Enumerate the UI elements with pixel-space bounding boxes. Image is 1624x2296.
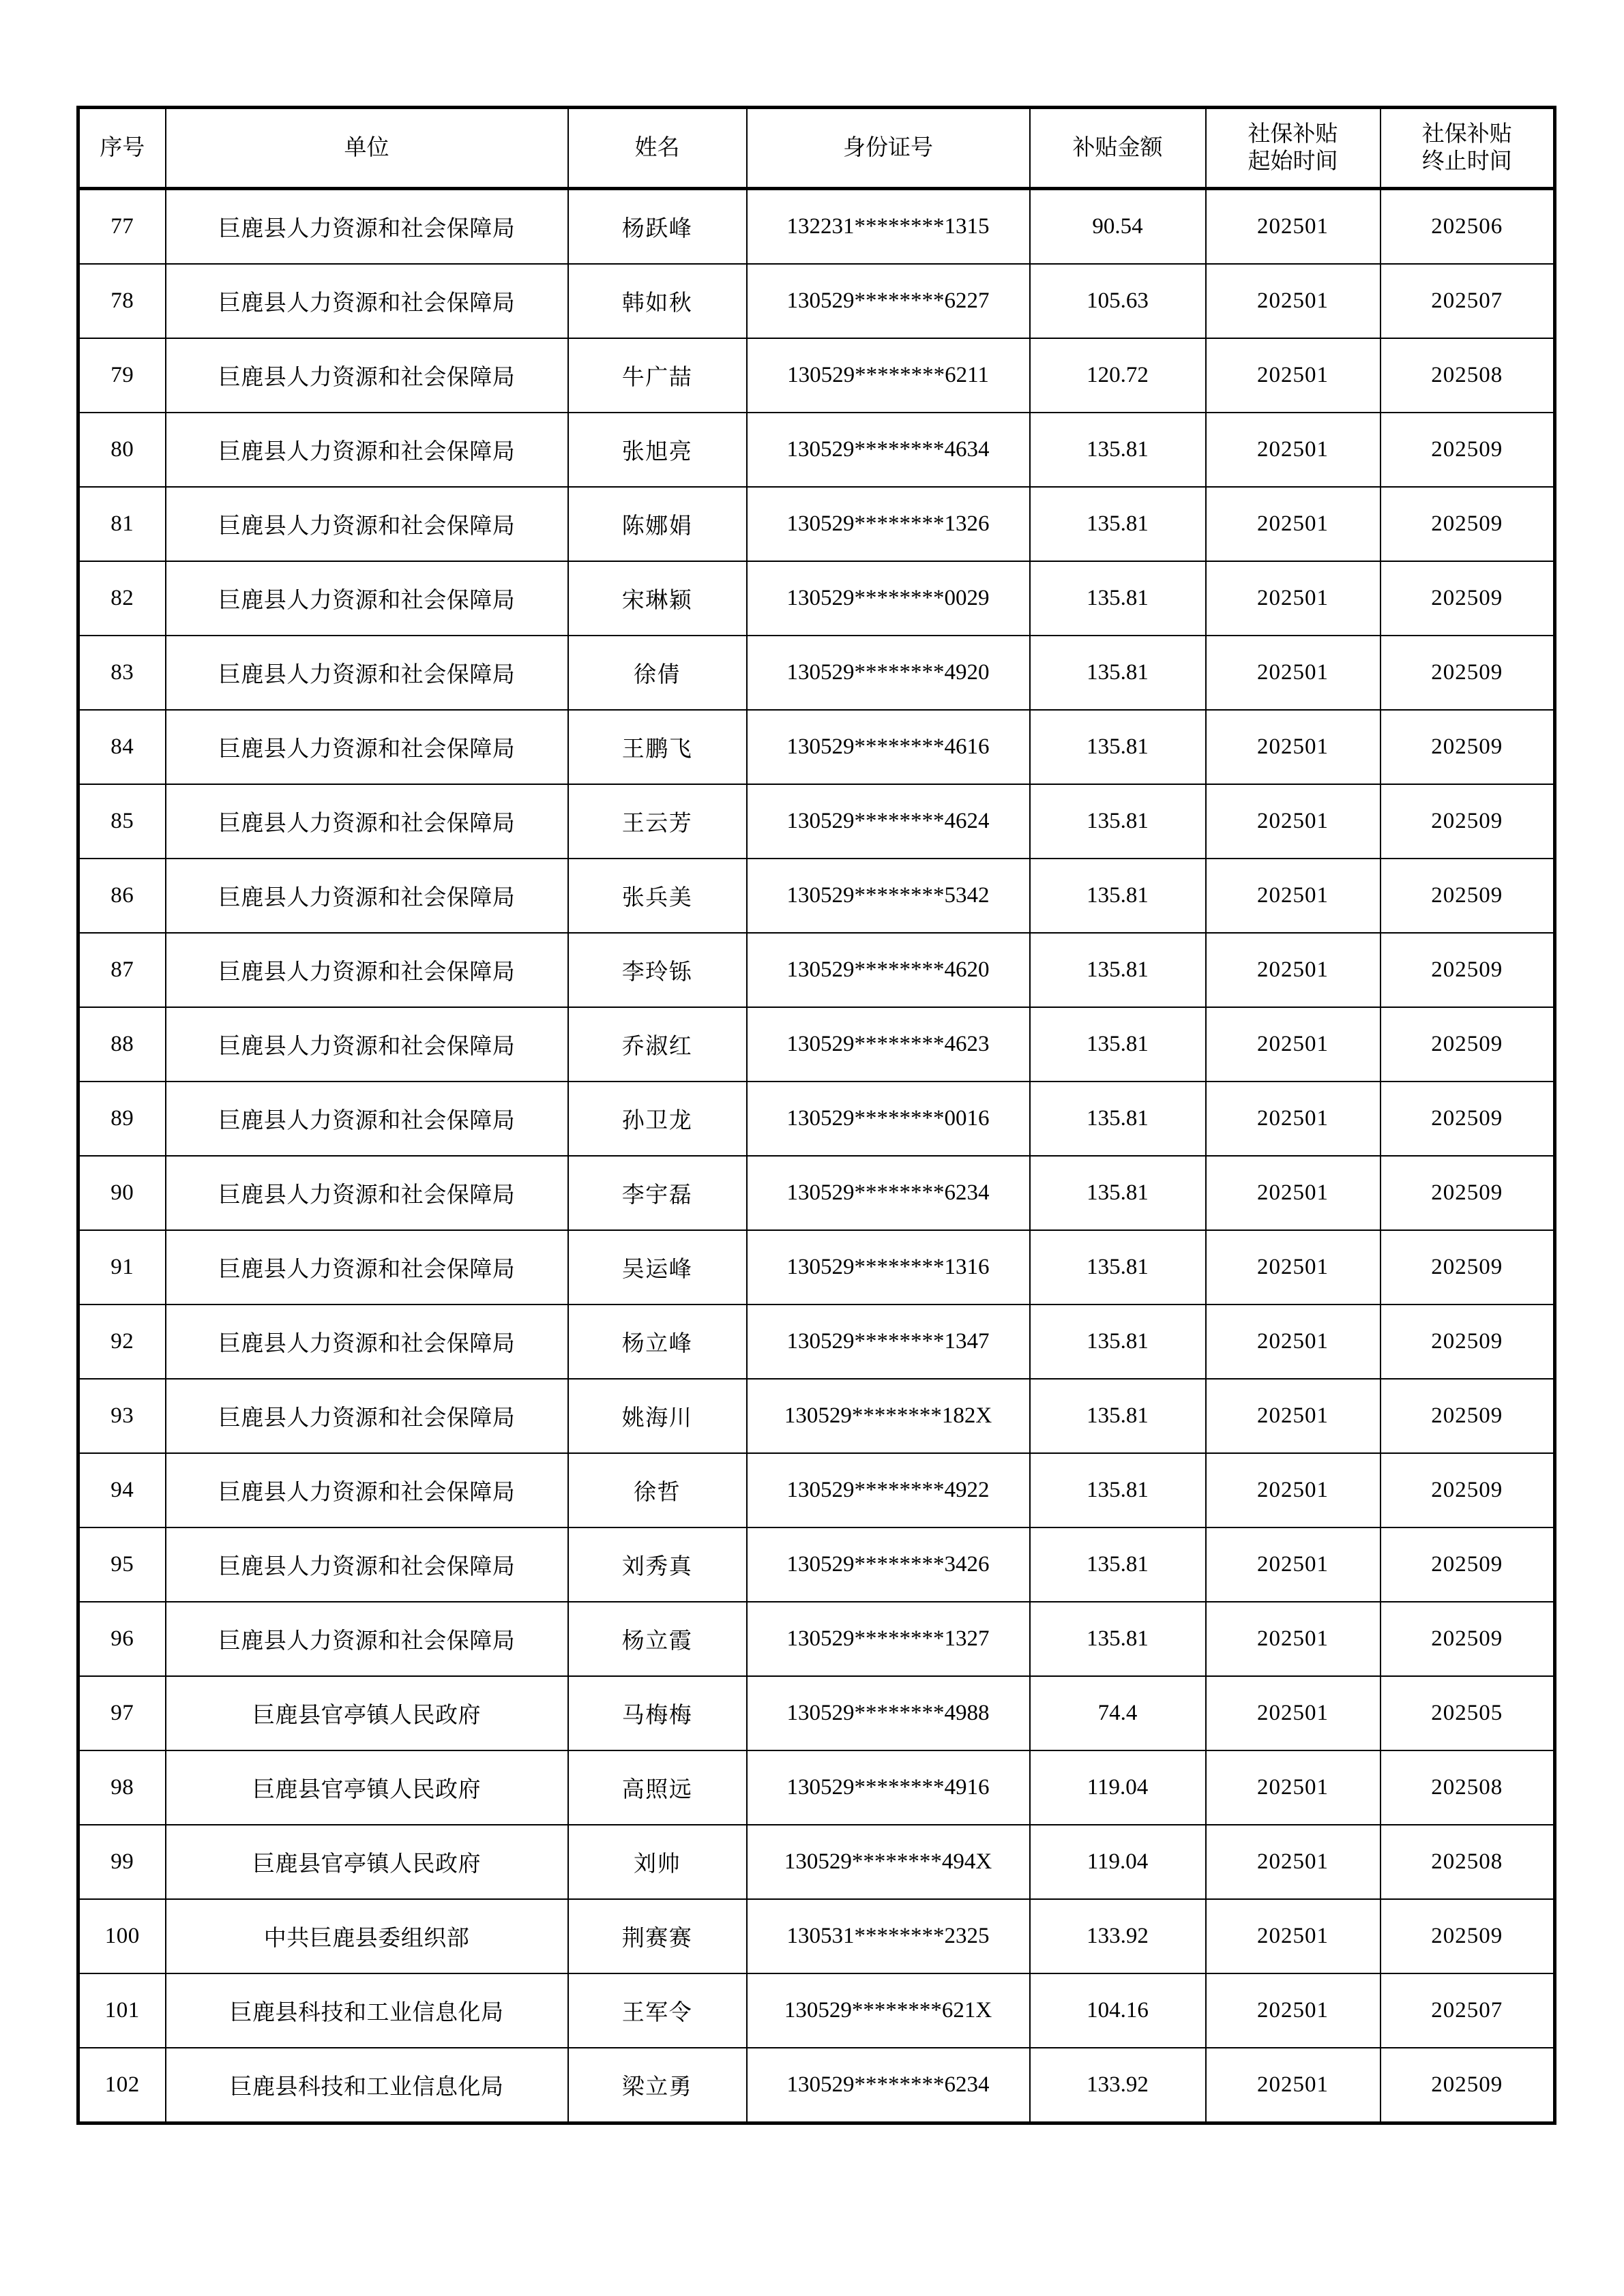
cell-end: 202509 <box>1381 487 1555 561</box>
table-row <box>78 189 1555 265</box>
cell-amount: 135.81 <box>1030 413 1206 487</box>
cell-unit: 巨鹿县人力资源和社会保障局 <box>166 413 568 487</box>
column-header-amount <box>1030 108 1206 189</box>
column-header-line: 社保补贴 <box>1421 121 1512 147</box>
column-header-end <box>1381 108 1555 189</box>
cell-unit: 巨鹿县人力资源和社会保障局 <box>166 1230 568 1304</box>
table-row <box>78 1825 1555 1899</box>
cell-end: 202509 <box>1381 413 1555 487</box>
cell-unit: 巨鹿县人力资源和社会保障局 <box>166 1379 568 1453</box>
cell-name: 乔淑红 <box>568 1007 747 1082</box>
cell-seq: 94 <box>78 1453 166 1527</box>
cell-unit: 中共巨鹿县委组织部 <box>166 1899 568 1973</box>
cell-start: 202501 <box>1206 1453 1381 1527</box>
cell-seq: 89 <box>78 1082 166 1156</box>
cell-seq: 102 <box>78 2048 166 2123</box>
table-row <box>78 710 1555 784</box>
table-row <box>78 933 1555 1007</box>
cell-end: 202509 <box>1381 1082 1555 1156</box>
cell-seq: 78 <box>78 264 166 338</box>
cell-seq: 83 <box>78 636 166 710</box>
cell-end: 202509 <box>1381 1453 1555 1527</box>
cell-id: 130529********6227 <box>747 264 1030 338</box>
cell-name: 陈娜娟 <box>568 487 747 561</box>
cell-start: 202501 <box>1206 2048 1381 2123</box>
cell-unit: 巨鹿县人力资源和社会保障局 <box>166 710 568 784</box>
cell-seq: 90 <box>78 1156 166 1230</box>
cell-seq: 98 <box>78 1750 166 1825</box>
cell-amount: 119.04 <box>1030 1750 1206 1825</box>
cell-id: 130529********6234 <box>747 2048 1030 2123</box>
cell-seq: 82 <box>78 561 166 636</box>
cell-id: 130529********5342 <box>747 859 1030 933</box>
cell-seq: 92 <box>78 1304 166 1379</box>
table-row <box>78 1602 1555 1676</box>
cell-amount: 135.81 <box>1030 487 1206 561</box>
cell-name: 王军令 <box>568 1973 747 2048</box>
cell-start: 202501 <box>1206 561 1381 636</box>
cell-id: 130529********4624 <box>747 784 1030 859</box>
table-row <box>78 1750 1555 1825</box>
cell-name: 杨立峰 <box>568 1304 747 1379</box>
cell-name: 王云芳 <box>568 784 747 859</box>
cell-end: 202508 <box>1381 1750 1555 1825</box>
cell-name: 孙卫龙 <box>568 1082 747 1156</box>
cell-seq: 95 <box>78 1527 166 1602</box>
cell-unit: 巨鹿县人力资源和社会保障局 <box>166 1453 568 1527</box>
table-row <box>78 264 1555 338</box>
table-row <box>78 1899 1555 1973</box>
table-row <box>78 561 1555 636</box>
table-row <box>78 1230 1555 1304</box>
cell-end: 202509 <box>1381 1156 1555 1230</box>
table-row <box>78 487 1555 561</box>
cell-id: 130529********1316 <box>747 1230 1030 1304</box>
cell-id: 130529********1327 <box>747 1602 1030 1676</box>
cell-name: 刘帅 <box>568 1825 747 1899</box>
table-row <box>78 1676 1555 1750</box>
cell-id: 130529********4623 <box>747 1007 1030 1082</box>
cell-name: 刘秀真 <box>568 1527 747 1602</box>
cell-amount: 119.04 <box>1030 1825 1206 1899</box>
cell-id: 130529********3426 <box>747 1527 1030 1602</box>
cell-end: 202508 <box>1381 338 1555 413</box>
cell-start: 202501 <box>1206 1899 1381 1973</box>
cell-id: 130529********494X <box>747 1825 1030 1899</box>
cell-seq: 85 <box>78 784 166 859</box>
cell-name: 荆赛赛 <box>568 1899 747 1973</box>
cell-name: 张兵美 <box>568 859 747 933</box>
cell-id: 130529********1326 <box>747 487 1030 561</box>
cell-unit: 巨鹿县人力资源和社会保障局 <box>166 636 568 710</box>
cell-end: 202509 <box>1381 1899 1555 1973</box>
cell-id: 130529********6211 <box>747 338 1030 413</box>
social-insurance-subsidy-table <box>76 106 1556 2125</box>
cell-amount: 135.81 <box>1030 1304 1206 1379</box>
cell-end: 202506 <box>1381 189 1555 265</box>
cell-amount: 135.81 <box>1030 933 1206 1007</box>
cell-amount: 135.81 <box>1030 561 1206 636</box>
cell-end: 202509 <box>1381 784 1555 859</box>
column-header-line: 补贴金额 <box>1072 135 1163 160</box>
cell-name: 李玲铄 <box>568 933 747 1007</box>
cell-unit: 巨鹿县官亭镇人民政府 <box>166 1825 568 1899</box>
cell-start: 202501 <box>1206 859 1381 933</box>
cell-id: 130529********0016 <box>747 1082 1030 1156</box>
cell-id: 130529********4922 <box>747 1453 1030 1527</box>
cell-start: 202501 <box>1206 189 1381 265</box>
cell-start: 202501 <box>1206 1527 1381 1602</box>
cell-seq: 93 <box>78 1379 166 1453</box>
cell-end: 202507 <box>1381 1973 1555 2048</box>
cell-start: 202501 <box>1206 1973 1381 2048</box>
cell-amount: 135.81 <box>1030 784 1206 859</box>
column-header-line: 起始时间 <box>1247 149 1338 174</box>
cell-unit: 巨鹿县人力资源和社会保障局 <box>166 933 568 1007</box>
cell-name: 姚海川 <box>568 1379 747 1453</box>
cell-name: 徐倩 <box>568 636 747 710</box>
cell-amount: 135.81 <box>1030 710 1206 784</box>
table-row <box>78 1527 1555 1602</box>
cell-seq: 91 <box>78 1230 166 1304</box>
cell-end: 202505 <box>1381 1676 1555 1750</box>
column-header-id <box>747 108 1030 189</box>
cell-unit: 巨鹿县人力资源和社会保障局 <box>166 784 568 859</box>
cell-unit: 巨鹿县人力资源和社会保障局 <box>166 189 568 265</box>
table-row <box>78 1973 1555 2048</box>
cell-seq: 99 <box>78 1825 166 1899</box>
cell-seq: 84 <box>78 710 166 784</box>
column-header-name <box>568 108 747 189</box>
cell-id: 130529********4634 <box>747 413 1030 487</box>
cell-amount: 135.81 <box>1030 1156 1206 1230</box>
cell-name: 杨跃峰 <box>568 189 747 265</box>
table-row <box>78 1007 1555 1082</box>
cell-unit: 巨鹿县人力资源和社会保障局 <box>166 1156 568 1230</box>
cell-start: 202501 <box>1206 784 1381 859</box>
column-header-line: 姓名 <box>634 135 680 160</box>
cell-name: 宋琳颖 <box>568 561 747 636</box>
table-header <box>78 108 1555 189</box>
cell-start: 202501 <box>1206 1602 1381 1676</box>
cell-unit: 巨鹿县人力资源和社会保障局 <box>166 859 568 933</box>
cell-seq: 80 <box>78 413 166 487</box>
cell-end: 202509 <box>1381 636 1555 710</box>
cell-start: 202501 <box>1206 710 1381 784</box>
cell-end: 202509 <box>1381 859 1555 933</box>
cell-start: 202501 <box>1206 1007 1381 1082</box>
cell-name: 王鹏飞 <box>568 710 747 784</box>
cell-amount: 135.81 <box>1030 636 1206 710</box>
cell-amount: 135.81 <box>1030 1379 1206 1453</box>
column-header-line: 序号 <box>100 135 145 160</box>
cell-name: 马梅梅 <box>568 1676 747 1750</box>
column-header-seq <box>78 108 166 189</box>
cell-id: 130529********4620 <box>747 933 1030 1007</box>
cell-amount: 135.81 <box>1030 1453 1206 1527</box>
cell-amount: 105.63 <box>1030 264 1206 338</box>
cell-seq: 77 <box>78 189 166 265</box>
cell-name: 韩如秋 <box>568 264 747 338</box>
cell-unit: 巨鹿县官亭镇人民政府 <box>166 1676 568 1750</box>
cell-start: 202501 <box>1206 338 1381 413</box>
cell-end: 202509 <box>1381 561 1555 636</box>
cell-name: 高照远 <box>568 1750 747 1825</box>
cell-id: 130529********0029 <box>747 561 1030 636</box>
cell-name: 梁立勇 <box>568 2048 747 2123</box>
cell-amount: 120.72 <box>1030 338 1206 413</box>
cell-end: 202509 <box>1381 1379 1555 1453</box>
cell-end: 202509 <box>1381 1527 1555 1602</box>
cell-amount: 135.81 <box>1030 1082 1206 1156</box>
cell-seq: 97 <box>78 1676 166 1750</box>
cell-id: 132231********1315 <box>747 189 1030 265</box>
cell-seq: 86 <box>78 859 166 933</box>
cell-amount: 74.4 <box>1030 1676 1206 1750</box>
column-header-start <box>1206 108 1381 189</box>
cell-amount: 104.16 <box>1030 1973 1206 2048</box>
cell-unit: 巨鹿县人力资源和社会保障局 <box>166 1304 568 1379</box>
cell-id: 130529********1347 <box>747 1304 1030 1379</box>
cell-start: 202501 <box>1206 1304 1381 1379</box>
cell-unit: 巨鹿县人力资源和社会保障局 <box>166 561 568 636</box>
cell-start: 202501 <box>1206 1230 1381 1304</box>
cell-name: 张旭亮 <box>568 413 747 487</box>
cell-id: 130529********6234 <box>747 1156 1030 1230</box>
cell-amount: 133.92 <box>1030 2048 1206 2123</box>
cell-start: 202501 <box>1206 264 1381 338</box>
column-header-unit <box>166 108 568 189</box>
cell-end: 202509 <box>1381 933 1555 1007</box>
cell-unit: 巨鹿县人力资源和社会保障局 <box>166 338 568 413</box>
cell-id: 130531********2325 <box>747 1899 1030 1973</box>
cell-end: 202509 <box>1381 1007 1555 1082</box>
table-row <box>78 1082 1555 1156</box>
cell-seq: 100 <box>78 1899 166 1973</box>
cell-id: 130529********4616 <box>747 710 1030 784</box>
table-row <box>78 1453 1555 1527</box>
cell-seq: 101 <box>78 1973 166 2048</box>
cell-end: 202509 <box>1381 1602 1555 1676</box>
cell-unit: 巨鹿县人力资源和社会保障局 <box>166 1527 568 1602</box>
cell-seq: 81 <box>78 487 166 561</box>
cell-end: 202509 <box>1381 1230 1555 1304</box>
cell-unit: 巨鹿县科技和工业信息化局 <box>166 2048 568 2123</box>
cell-amount: 135.81 <box>1030 1602 1206 1676</box>
cell-end: 202509 <box>1381 710 1555 784</box>
cell-id: 130529********4916 <box>747 1750 1030 1825</box>
cell-end: 202509 <box>1381 1304 1555 1379</box>
table-row <box>78 636 1555 710</box>
cell-unit: 巨鹿县官亭镇人民政府 <box>166 1750 568 1825</box>
cell-amount: 135.81 <box>1030 1007 1206 1082</box>
cell-amount: 135.81 <box>1030 1527 1206 1602</box>
cell-id: 130529********182X <box>747 1379 1030 1453</box>
column-header-line: 身份证号 <box>843 135 933 160</box>
column-header-line: 单位 <box>344 135 389 160</box>
column-header-line: 社保补贴 <box>1247 121 1338 147</box>
cell-start: 202501 <box>1206 636 1381 710</box>
column-header-line: 终止时间 <box>1421 149 1512 174</box>
table-header-row <box>78 108 1555 189</box>
table-body <box>78 189 1555 2123</box>
cell-amount: 135.81 <box>1030 859 1206 933</box>
cell-id: 130529********4920 <box>747 636 1030 710</box>
cell-start: 202501 <box>1206 1676 1381 1750</box>
cell-end: 202509 <box>1381 2048 1555 2123</box>
cell-start: 202501 <box>1206 1082 1381 1156</box>
cell-unit: 巨鹿县人力资源和社会保障局 <box>166 1082 568 1156</box>
cell-name: 吴运峰 <box>568 1230 747 1304</box>
cell-id: 130529********4988 <box>747 1676 1030 1750</box>
cell-name: 杨立霞 <box>568 1602 747 1676</box>
cell-seq: 87 <box>78 933 166 1007</box>
table-row <box>78 859 1555 933</box>
cell-amount: 90.54 <box>1030 189 1206 265</box>
cell-seq: 79 <box>78 338 166 413</box>
table-row <box>78 1156 1555 1230</box>
table-row <box>78 338 1555 413</box>
cell-unit: 巨鹿县人力资源和社会保障局 <box>166 487 568 561</box>
cell-name: 牛广喆 <box>568 338 747 413</box>
table-row <box>78 784 1555 859</box>
cell-start: 202501 <box>1206 933 1381 1007</box>
cell-name: 徐哲 <box>568 1453 747 1527</box>
table-row <box>78 2048 1555 2123</box>
cell-end: 202507 <box>1381 264 1555 338</box>
table-row <box>78 1379 1555 1453</box>
cell-seq: 96 <box>78 1602 166 1676</box>
cell-start: 202501 <box>1206 413 1381 487</box>
cell-end: 202508 <box>1381 1825 1555 1899</box>
cell-start: 202501 <box>1206 1156 1381 1230</box>
cell-unit: 巨鹿县人力资源和社会保障局 <box>166 264 568 338</box>
cell-start: 202501 <box>1206 487 1381 561</box>
cell-start: 202501 <box>1206 1750 1381 1825</box>
cell-start: 202501 <box>1206 1379 1381 1453</box>
table-row <box>78 1304 1555 1379</box>
cell-amount: 135.81 <box>1030 1230 1206 1304</box>
cell-id: 130529********621X <box>747 1973 1030 2048</box>
cell-unit: 巨鹿县人力资源和社会保障局 <box>166 1602 568 1676</box>
cell-amount: 133.92 <box>1030 1899 1206 1973</box>
cell-unit: 巨鹿县科技和工业信息化局 <box>166 1973 568 2048</box>
cell-name: 李宇磊 <box>568 1156 747 1230</box>
cell-seq: 88 <box>78 1007 166 1082</box>
cell-start: 202501 <box>1206 1825 1381 1899</box>
table-row <box>78 413 1555 487</box>
cell-unit: 巨鹿县人力资源和社会保障局 <box>166 1007 568 1082</box>
